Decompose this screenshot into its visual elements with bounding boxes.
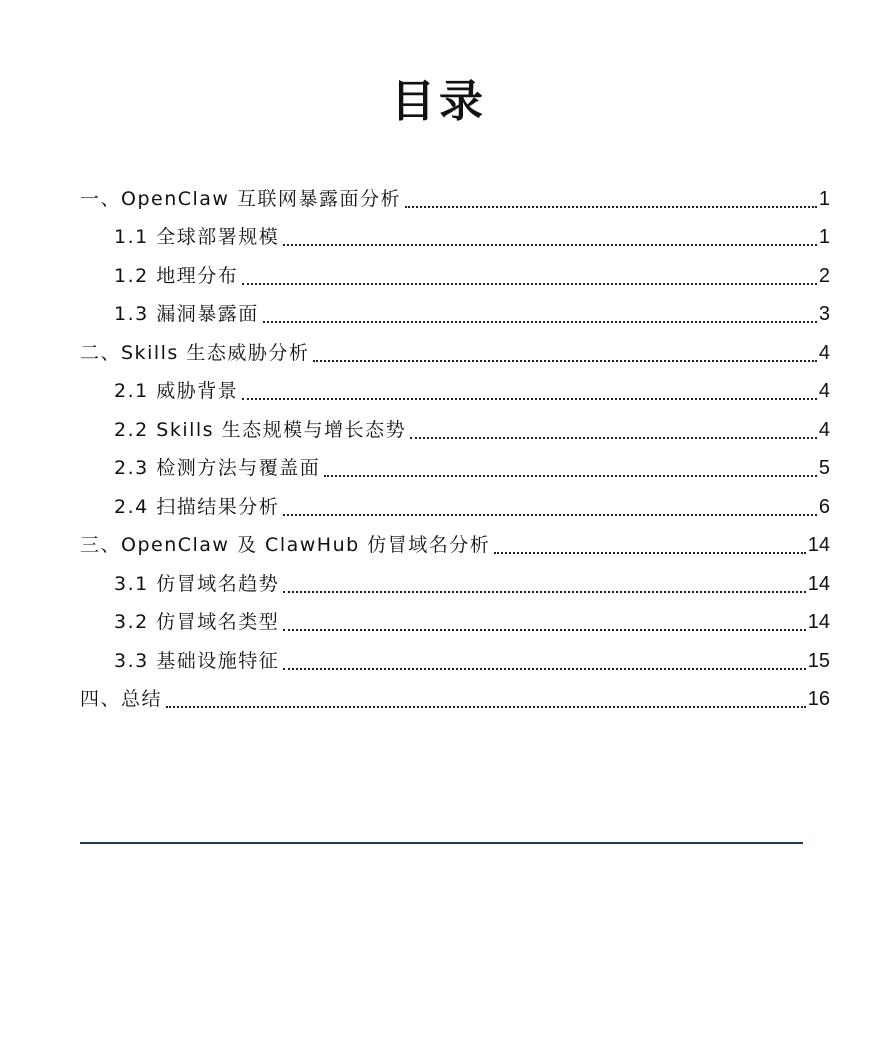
toc-entry-2-4[interactable] — [80, 483, 830, 522]
toc-entry-2-2[interactable] — [80, 406, 830, 445]
toc-entry-label: 3.2 仿冒域名类型 — [114, 611, 280, 633]
toc-entry-2-1[interactable] — [80, 368, 830, 407]
dot-leader — [283, 514, 817, 516]
dot-leader — [166, 706, 806, 708]
toc-entry-label: 二、Skills 生态威胁分析 — [80, 341, 310, 364]
dot-leader — [242, 398, 817, 400]
toc-entry-3[interactable] — [80, 522, 830, 561]
toc-entry-label: 2.3 检测方法与覆盖面 — [114, 457, 321, 479]
toc-entry-page-number: 2 — [818, 264, 830, 287]
dot-leader — [283, 668, 805, 670]
toc-entry-label: 2.4 扫描结果分析 — [114, 495, 280, 518]
toc-entry-label: 1.3 漏洞暴露面 — [114, 303, 259, 325]
toc-entry-label: 四、总结 — [80, 688, 163, 710]
dot-leader — [405, 206, 817, 208]
toc-entry-page-number: 1 — [818, 226, 830, 248]
footer-divider — [80, 842, 803, 844]
toc-entry-page-number: 15 — [807, 649, 830, 672]
toc-entry-1[interactable] — [80, 175, 830, 214]
toc-entry-1-3[interactable] — [80, 291, 830, 330]
toc-entry-1-1[interactable] — [80, 214, 830, 253]
dot-leader — [283, 629, 805, 631]
toc-entry-2-3[interactable] — [80, 445, 830, 484]
page-title: 目录 — [391, 76, 487, 127]
dot-leader — [242, 283, 817, 285]
toc-entry-page-number: 1 — [818, 187, 830, 210]
toc-entry-page-number: 4 — [818, 418, 830, 441]
toc-entry-page-number: 6 — [818, 495, 830, 518]
toc-entry-label: 3.3 基础设施特征 — [114, 649, 280, 672]
dot-leader — [410, 437, 817, 439]
toc-entry-label: 三、OpenClaw 及 ClawHub 仿冒域名分析 — [80, 534, 491, 556]
toc-entry-page-number: 4 — [818, 380, 830, 402]
toc-entry-page-number: 14 — [807, 611, 830, 633]
toc-entry-page-number: 16 — [807, 688, 830, 710]
toc-entry-label: 1.1 全球部署规模 — [114, 226, 280, 248]
toc-entry-page-number: 14 — [807, 534, 830, 556]
toc-entry-3-3[interactable] — [80, 637, 830, 676]
toc-entry-label: 2.1 威胁背景 — [114, 380, 239, 402]
toc-entry-2[interactable] — [80, 329, 830, 368]
toc-entry-page-number: 5 — [818, 457, 830, 479]
toc-entry-3-2[interactable] — [80, 599, 830, 638]
toc-entry-page-number: 14 — [807, 572, 830, 595]
toc-entry-label: 一、OpenClaw 互联网暴露面分析 — [80, 187, 402, 210]
toc-entry-1-2[interactable] — [80, 252, 830, 291]
dot-leader — [283, 244, 817, 246]
toc-entry-3-1[interactable] — [80, 560, 830, 599]
dot-leader — [324, 475, 817, 477]
dot-leader — [263, 321, 817, 323]
toc-entry-label: 3.1 仿冒域名趋势 — [114, 572, 280, 595]
dot-leader — [313, 360, 817, 362]
dot-leader — [283, 591, 805, 593]
toc-entry-page-number: 3 — [818, 303, 830, 325]
dot-leader — [494, 552, 806, 554]
toc-entry-label: 1.2 地理分布 — [114, 264, 239, 287]
table-of-contents — [80, 175, 830, 714]
toc-entry-page-number: 4 — [818, 341, 830, 364]
toc-entry-4[interactable] — [80, 676, 830, 715]
toc-entry-label: 2.2 Skills 生态规模与增长态势 — [114, 418, 407, 441]
